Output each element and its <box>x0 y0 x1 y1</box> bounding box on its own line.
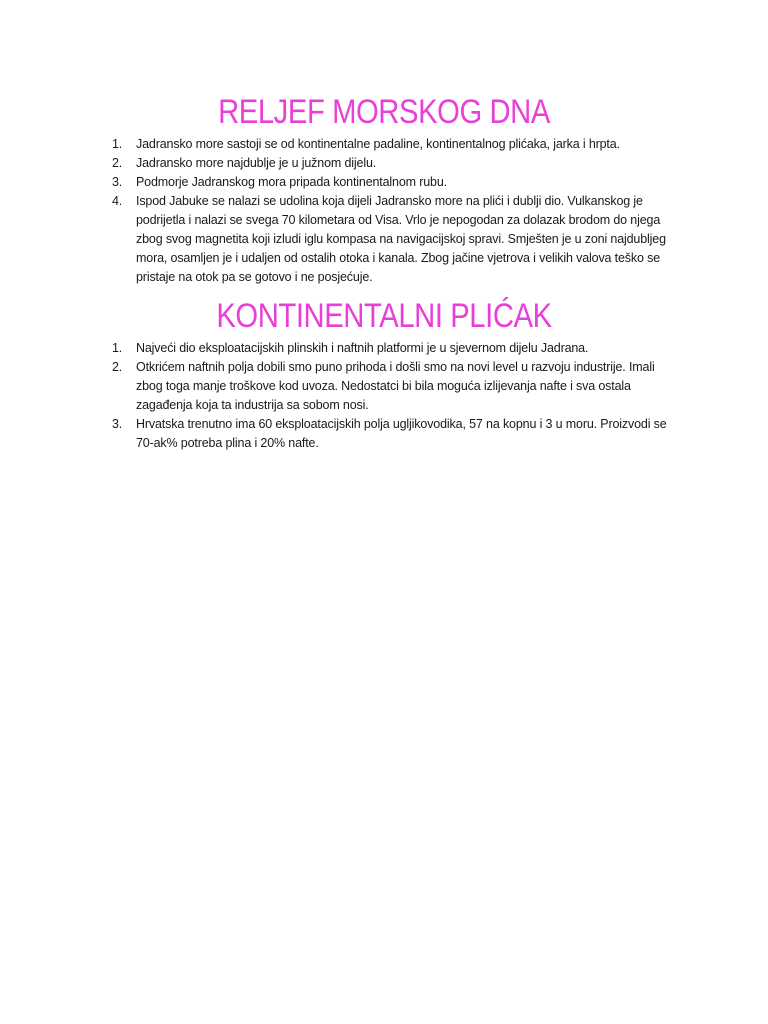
section-heading-reljef: RELJEF MORSKOG DNA <box>218 93 550 131</box>
list-item-text: Podmorje Jadranskog mora pripada kontinentalnom rubu. <box>136 175 447 189</box>
list-item-number: 3. <box>112 175 123 189</box>
list-item-text: Otkrićem naftnih polja dobili smo puno prihoda i došli smo na novi level u razvoju industrije. Imali zbog toga manje troškove kod uvoza. Nedostatci bi bila moguća izlijevanja nafte i sva ostala zagađenja koja ta industrija sa sobom nosi. <box>136 360 655 412</box>
list-item <box>108 358 668 415</box>
list-item-number: 1. <box>112 341 123 355</box>
list-item <box>108 192 668 287</box>
list-item-text: Jadransko more najdublje je u južnom dijelu. <box>136 156 377 170</box>
list-item-number: 2. <box>112 156 123 170</box>
section-heading-kontinentalni: KONTINENTALNI PLIĆAK <box>216 297 552 335</box>
list-item <box>108 339 668 358</box>
list-item <box>108 415 668 453</box>
list-item-text: Jadransko more sastoji se od kontinentalne padaline, kontinentalnog plićaka, jarka i hrpta. <box>136 137 620 151</box>
list-item-number: 4. <box>112 194 123 208</box>
list-item-text: Hrvatska trenutno ima 60 eksploatacijskih polja ugljikovodika, 57 na kopnu i 3 u moru. Proizvodi se 70-ak% potreba plina i 20% nafte. <box>136 417 667 450</box>
list-item <box>108 135 668 154</box>
list-item-text: Ispod Jabuke se nalazi se udolina koja dijeli Jadransko more na plići i dublji dio. Vulkanskog je podrijetla i nalazi se svega 70 kilometara od Visa. Vrlo je nepogodan za dolazak brodom do njega zbog svog magnetita koji izludi iglu kompasa na navigacijskoj spravi. Smješten je u zoni najdubljeg mora, osamljen je i udaljen od ostalih otoka i kanala. Zbog jačine vjetrova i velikih valova teško se pristaje na otok pa se gotovo i ne posjećuje. <box>136 194 666 284</box>
list-item-text: Najveći dio eksploatacijskih plinskih i naftnih platformi je u sjevernom dijelu Jadrana. <box>136 341 589 355</box>
list-item-number: 1. <box>112 137 123 151</box>
list-item-number: 3. <box>112 417 123 431</box>
reljef-list <box>108 135 668 287</box>
list-item <box>108 173 668 192</box>
list-item-number: 2. <box>112 360 123 374</box>
kontinentalni-list <box>108 339 668 453</box>
list-item <box>108 154 668 173</box>
